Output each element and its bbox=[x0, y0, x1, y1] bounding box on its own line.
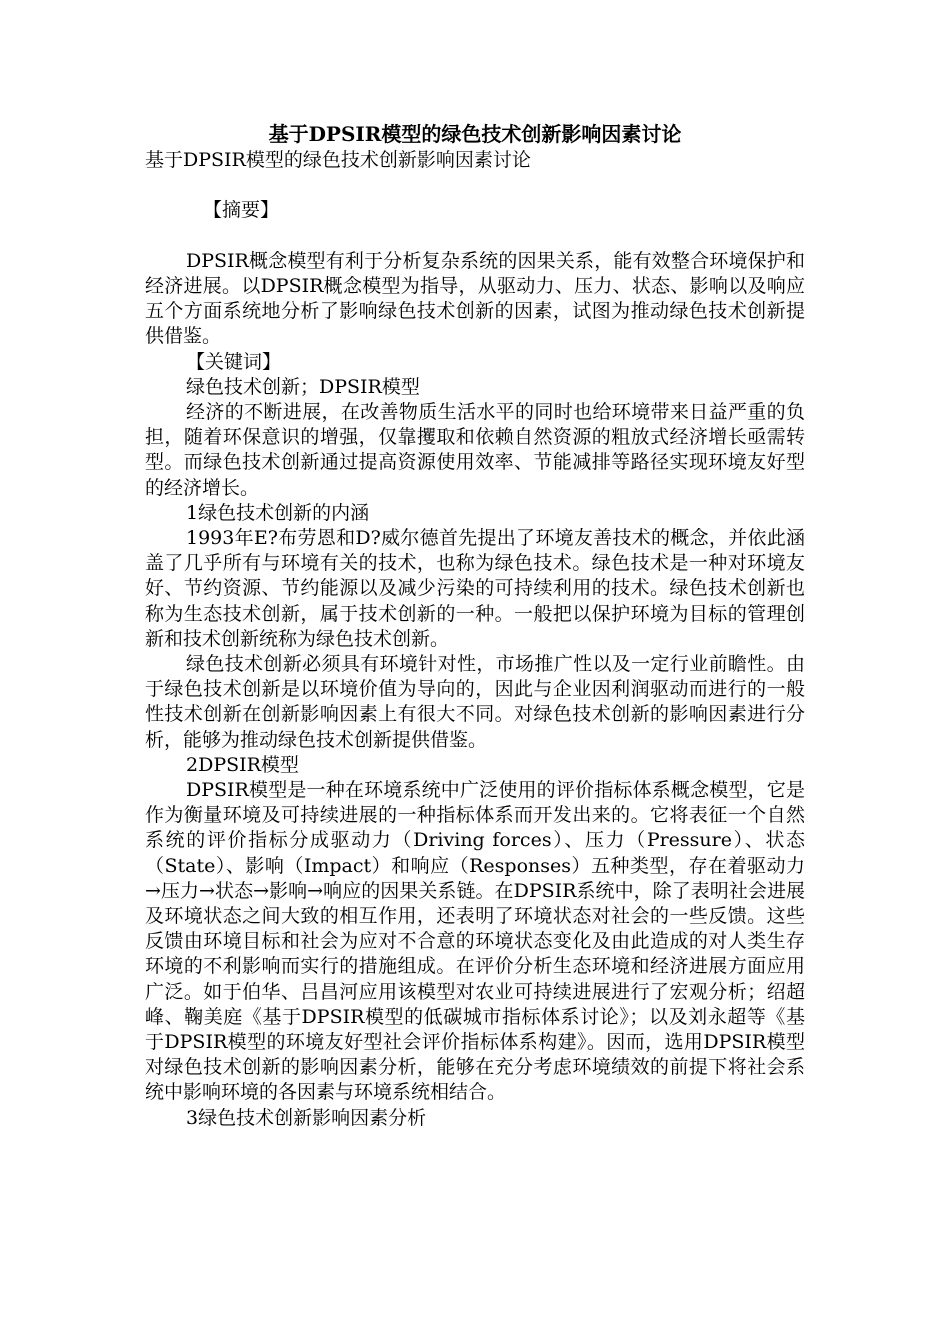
section-1-paragraph-2: 绿色技术创新必须具有环境针对性，市场推广性以及一定行业前瞻性。由于绿色技术创新是以环境价值为导向的，因此与企业因利润驱动而进行的一般性技术创新在创新影响因素上有很大不同。对绿色技术创新的影响因素进行分析，能够为推动绿色技术创新提供借鉴。 bbox=[145, 653, 805, 751]
section-heading-3: 3绿色技术创新影响因素分析 bbox=[186, 1106, 427, 1129]
document-body bbox=[145, 148, 805, 1131]
intro-paragraph: 经济的不断进展，在改善物质生活水平的同时也给环境带来日益严重的负担，随着环保意识的增强，仅靠攫取和依赖自然资源的粗放式经济增长亟需转型。而绿色技术创新通过提高资源使用效率、节能减排等路径实现环境友好型的经济增长。 bbox=[145, 401, 805, 499]
blank-line bbox=[145, 173, 805, 198]
abstract-paragraph: DPSIR概念模型有利于分析复杂系统的因果关系，能有效整合环境保护和经济进展。以DPSIR概念模型为指导，从驱动力、压力、状态、影响以及响应五个方面系统地分析了影响绿色技术创新的因素，试图为推动绿色技术创新提供借鉴。 bbox=[145, 249, 805, 348]
keywords-text: 绿色技术创新；DPSIR模型 bbox=[186, 375, 420, 398]
section-2-paragraph-1: DPSIR模型是一种在环境系统中广泛使用的评价指标体系概念模型，它是作为衡量环境及可持续进展的一种指标体系而开发出来的。它将表征一个自然系统的评价指标分成驱动力（Driving forces）、压力（Pressure）、状态（State）、影响（Impact）和响应（Responses）五种类型，存在着驱动力→压力→状态→影响→响应的因果关系链。在DPSIR系统中，除了表明社会进展及环境状态之间大致的相互作用，还表明了环境状态对社会的一些反馈。这些反馈由环境目标和社会为应对不合意的环境状态变化及由此造成的对人类生存环境的不利影响而实行的措施组成。在评价分析生态环境和经济进展方面应用广泛。如于伯华、吕昌河应用该模型对农业可持续进展进行了宏观分析；绍超峰、鞠美庭《基于DPSIR模型的低碳城市指标体系讨论》；以及刘永超等《基于DPSIR模型的环境友好型社会评价指标体系构建》。因而，选用DPSIR模型对绿色技术创新的影响因素分析，能够在充分考虑环境绩效的前提下将社会系统中影响环境的各因素与环境系统相结合。 bbox=[145, 779, 805, 1104]
blank-line bbox=[145, 224, 805, 249]
section-heading-1: 1绿色技术创新的内涵 bbox=[186, 501, 370, 524]
document-subtitle: 基于DPSIR模型的绿色技术创新影响因素讨论 bbox=[145, 149, 531, 171]
document-title: 基于DPSIR模型的绿色技术创新影响因素讨论 bbox=[268, 122, 682, 146]
keywords-heading: 【关键词】 bbox=[186, 350, 282, 373]
abstract-heading: 【摘要】 bbox=[203, 199, 280, 222]
section-1-paragraph-1: 1993年E?布劳恩和D?威尔德首先提出了环境友善技术的概念，并依此涵盖了几乎所有与环境有关的技术，也称为绿色技术。绿色技术是一种对环境友好、节约资源、节约能源以及减少污染的可持续利用的技术。绿色技术创新也称为生态技术创新，属于技术创新的一种。一般把以保护环境为目标的管理创新和技术创新统称为绿色技术创新。 bbox=[145, 527, 805, 650]
section-heading-2: 2DPSIR模型 bbox=[186, 753, 299, 776]
